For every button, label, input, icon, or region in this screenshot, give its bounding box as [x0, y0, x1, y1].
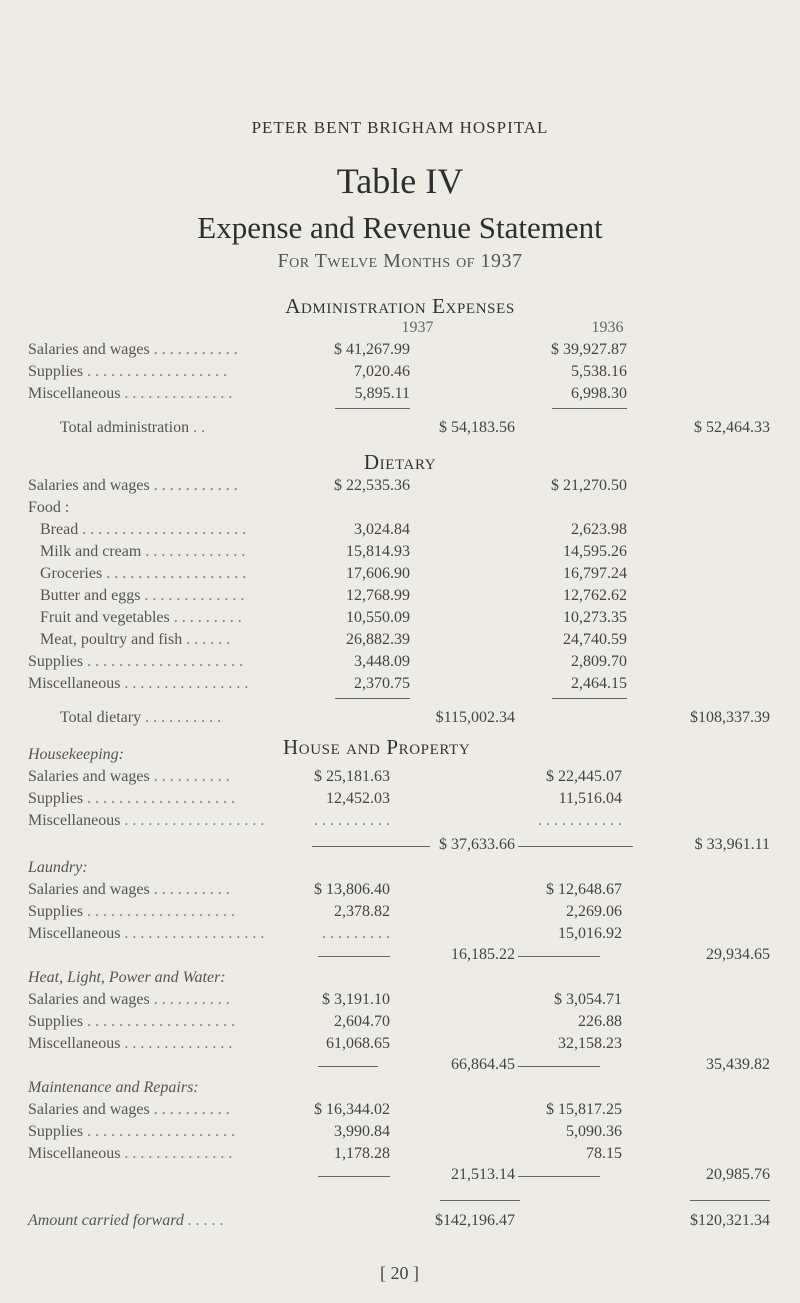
- row-label: Salaries and wages . . . . . . . . . .: [28, 881, 230, 898]
- value-1937: $ 3,191.10: [322, 991, 390, 1008]
- subtotal-leader: [518, 1066, 600, 1067]
- row-label: Miscellaneous . . . . . . . . . . . . . .: [28, 1035, 233, 1052]
- value-1936: 78.15: [586, 1145, 622, 1162]
- value-1937: 12,452.03: [326, 790, 390, 807]
- value-1936: 226.88: [578, 1013, 622, 1030]
- row-label: Groceries . . . . . . . . . . . . . . . . . .: [40, 565, 247, 582]
- total-1937: $ 54,183.56: [439, 419, 515, 436]
- subtotal-1937: $ 37,633.66: [439, 836, 515, 853]
- value-1936: 14,595.26: [563, 543, 627, 560]
- value-1937: $ 41,267.99: [334, 341, 410, 358]
- section-heading-house: House and Property: [283, 735, 471, 759]
- row-label: Salaries and wages . . . . . . . . . . .: [28, 341, 238, 358]
- value-1937: 1,178.28: [334, 1145, 390, 1162]
- value-1936: 12,762.62: [563, 587, 627, 604]
- value-1936: 5,538.16: [571, 363, 627, 380]
- row-label: Miscellaneous . . . . . . . . . . . . . .: [28, 385, 233, 402]
- value-1936: 2,623.98: [571, 521, 627, 538]
- value-1936: 15,016.92: [558, 925, 622, 942]
- value-1936: $ 21,270.50: [551, 477, 627, 494]
- value-1937: 5,895.11: [354, 385, 410, 402]
- value-1936: $ 12,648.67: [546, 881, 622, 898]
- subtotal-leader: [312, 846, 430, 847]
- value-1936: 10,273.35: [563, 609, 627, 626]
- carried-1937: $142,196.47: [435, 1212, 515, 1229]
- value-1937: 7,020.46: [354, 363, 410, 380]
- value-1936: 6,998.30: [571, 385, 627, 402]
- value-1937: 2,604.70: [334, 1013, 390, 1030]
- sum-rule: [440, 1200, 520, 1201]
- value-1936: $ 15,817.25: [546, 1101, 622, 1118]
- subtotal-leader: [318, 1066, 378, 1067]
- total-1937: $115,002.34: [435, 709, 515, 726]
- row-label: Fruit and vegetables . . . . . . . . .: [40, 609, 242, 626]
- subtotal-1936: $ 33,961.11: [694, 836, 770, 853]
- subtotal-1936: 20,985.76: [706, 1166, 770, 1183]
- value-1937: 3,024.84: [354, 521, 410, 538]
- column-header-1936: 1936: [591, 319, 624, 336]
- row-label: Salaries and wages . . . . . . . . . . .: [28, 477, 238, 494]
- carried-forward-label: Amount carried forward . . . . .: [28, 1212, 224, 1229]
- page-header: PETER BENT BRIGHAM HOSPITAL: [251, 118, 549, 137]
- row-label: Butter and eggs . . . . . . . . . . . . .: [40, 587, 245, 604]
- subtotal-1936: 35,439.82: [706, 1056, 770, 1073]
- column-header-1937: 1937: [401, 319, 434, 336]
- value-1936: 2,809.70: [571, 653, 627, 670]
- row-label: Supplies . . . . . . . . . . . . . . . . . .: [28, 363, 228, 380]
- value-1936: $ 3,054.71: [554, 991, 622, 1008]
- value-1937: . . . . . . . . . .: [314, 812, 390, 829]
- row-label: Miscellaneous . . . . . . . . . . . . . . . .: [28, 675, 249, 692]
- total-1936: $ 52,464.33: [694, 419, 770, 436]
- value-1937: 2,370.75: [354, 675, 410, 692]
- subtotal-leader: [518, 1176, 600, 1177]
- value-1936: $ 39,927.87: [551, 341, 627, 358]
- period-label: For Twelve Months of 1937: [277, 250, 523, 272]
- sum-rule: [335, 408, 410, 409]
- subtotal-leader: [518, 846, 633, 847]
- row-label: Salaries and wages . . . . . . . . . .: [28, 1101, 230, 1118]
- row-label: Salaries and wages . . . . . . . . . .: [28, 991, 230, 1008]
- value-1937: $ 13,806.40: [314, 881, 390, 898]
- subtotal-1937: 21,513.14: [451, 1166, 515, 1183]
- subtotal-leader: [318, 956, 390, 957]
- table-title: Table IV: [336, 161, 464, 201]
- total-1936: $108,337.39: [690, 709, 770, 726]
- group-label-housekeeping: Housekeeping:: [28, 746, 124, 763]
- value-1937: . . . . . . . . .: [322, 925, 390, 942]
- group-label-heat: Heat, Light, Power and Water:: [28, 969, 226, 986]
- row-label: Supplies . . . . . . . . . . . . . . . . . . . .: [28, 653, 244, 670]
- group-label-maintenance: Maintenance and Repairs:: [28, 1079, 199, 1096]
- total-label: Total administration . .: [60, 419, 206, 436]
- row-label: Miscellaneous . . . . . . . . . . . . . . . . . .: [28, 925, 265, 942]
- subtotal-leader: [518, 956, 600, 957]
- sum-rule: [335, 698, 410, 699]
- value-1937: 10,550.09: [346, 609, 410, 626]
- value-1937: 26,882.39: [346, 631, 410, 648]
- row-label: Salaries and wages . . . . . . . . . .: [28, 768, 230, 785]
- row-label: Supplies . . . . . . . . . . . . . . . . . . .: [28, 903, 236, 920]
- sum-rule: [552, 698, 627, 699]
- value-1937: 15,814.93: [346, 543, 410, 560]
- sum-rule: [552, 408, 627, 409]
- value-1937: 61,068.65: [326, 1035, 390, 1052]
- row-label: Supplies . . . . . . . . . . . . . . . . . . .: [28, 1013, 236, 1030]
- row-label: Miscellaneous . . . . . . . . . . . . . .: [28, 1145, 233, 1162]
- section-heading-dietary: Dietary: [363, 450, 437, 474]
- total-label: Total dietary . . . . . . . . . .: [60, 709, 222, 726]
- value-1936: $ 22,445.07: [546, 768, 622, 785]
- value-1937: 3,990.84: [334, 1123, 390, 1140]
- value-1937: $ 22,535.36: [334, 477, 410, 494]
- subtotal-1936: 29,934.65: [706, 946, 770, 963]
- page-number: [ 20 ]: [380, 1263, 419, 1283]
- value-1936: 5,090.36: [566, 1123, 622, 1140]
- section-heading-administration: Administration Expenses: [285, 294, 515, 318]
- value-1937: 3,448.09: [354, 653, 410, 670]
- statement-title: Expense and Revenue Statement: [197, 210, 603, 245]
- row-label: Miscellaneous . . . . . . . . . . . . . . . . . .: [28, 812, 265, 829]
- value-1937: 2,378.82: [334, 903, 390, 920]
- food-label: Food :: [28, 499, 70, 516]
- value-1937: $ 25,181.63: [314, 768, 390, 785]
- value-1936: 11,516.04: [558, 790, 622, 807]
- value-1936: . . . . . . . . . . .: [538, 812, 622, 829]
- subtotal-leader: [318, 1176, 390, 1177]
- row-label: Supplies . . . . . . . . . . . . . . . . . . .: [28, 1123, 236, 1140]
- carried-1936: $120,321.34: [690, 1212, 770, 1229]
- sum-rule: [690, 1200, 770, 1201]
- value-1936: 2,269.06: [566, 903, 622, 920]
- value-1937: $ 16,344.02: [314, 1101, 390, 1118]
- group-label-laundry: Laundry:: [28, 859, 88, 876]
- row-label: Milk and cream . . . . . . . . . . . . .: [40, 543, 246, 560]
- subtotal-1937: 66,864.45: [451, 1056, 515, 1073]
- subtotal-1937: 16,185.22: [451, 946, 515, 963]
- value-1936: 16,797.24: [563, 565, 627, 582]
- row-label: Bread . . . . . . . . . . . . . . . . . . . . .: [40, 521, 247, 538]
- value-1936: 24,740.59: [563, 631, 627, 648]
- value-1936: 2,464.15: [571, 675, 627, 692]
- value-1937: 17,606.90: [346, 565, 410, 582]
- value-1936: 32,158.23: [558, 1035, 622, 1052]
- value-1937: 12,768.99: [346, 587, 410, 604]
- row-label: Meat, poultry and fish . . . . . .: [40, 631, 231, 648]
- row-label: Supplies . . . . . . . . . . . . . . . . . . .: [28, 790, 236, 807]
